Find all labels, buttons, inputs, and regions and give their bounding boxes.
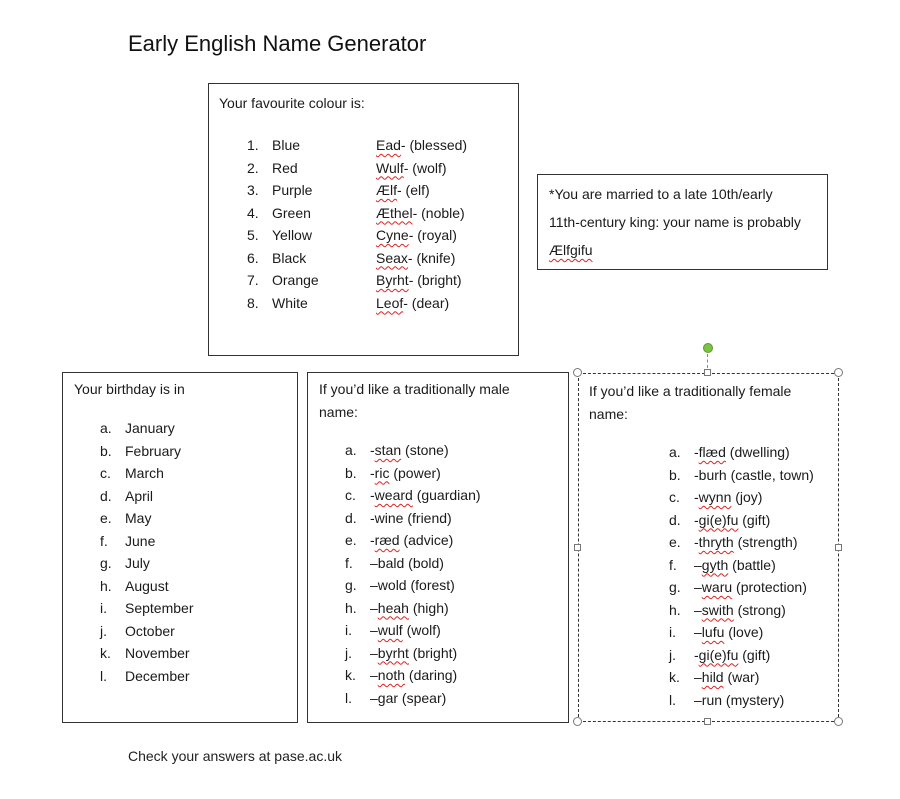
male-suffix-item: b. -ric (power) <box>345 464 441 481</box>
misspelled-word: ric <box>374 464 390 481</box>
male-name-textbox[interactable] <box>307 372 569 723</box>
note-line-2: 11th-century king: your name is probably <box>549 214 801 230</box>
misspelled-word: waru <box>701 579 733 595</box>
note-name: Ælfgifu <box>549 242 593 258</box>
male-suffix-item: d. -wine (friend) <box>345 509 452 526</box>
misspelled-word: gi(e)fu <box>698 646 739 663</box>
month-list-item: c. March <box>100 465 164 481</box>
misspelled-word: flæd <box>698 444 726 460</box>
birthday-textbox[interactable] <box>62 372 298 723</box>
female-box-heading-line-1: If you’d like a traditionally female <box>589 383 792 399</box>
male-suffix-item: h. –heah (high) <box>345 599 449 616</box>
footer-note: Check your answers at pase.ac.uk <box>128 748 342 764</box>
female-suffix-item: c. -wynn (joy) <box>669 489 763 505</box>
female-suffix-list <box>669 441 828 711</box>
married-note-textbox[interactable] <box>537 174 828 270</box>
colour-list-item: 7. Orange Byrht- (bright) <box>247 272 462 288</box>
month-list-item: k. November <box>100 645 190 661</box>
note-line-1: *You are married to a late 10th/early <box>549 186 773 202</box>
month-list-item: f. June <box>100 532 156 549</box>
colour-list-item: 2. Red Wulf- (wolf) <box>247 159 447 176</box>
page-title: Early English Name Generator <box>128 31 427 56</box>
male-suffix-item: c. -weard (guardian) <box>345 487 481 503</box>
female-name-textbox[interactable] <box>578 373 839 722</box>
misspelled-word: noth <box>377 667 406 683</box>
colour-list-item: 8. White Leof- (dear) <box>247 294 450 311</box>
misspelled-word: heah <box>377 599 409 616</box>
female-suffix-item: i. –lufu (love) <box>669 624 764 640</box>
misspelled-word: thryth <box>698 534 734 550</box>
misspelled-word: Wulf <box>376 159 404 176</box>
colour-box-heading: Your favourite colour is: <box>219 95 365 111</box>
female-suffix-item: l. –run (mystery) <box>669 691 785 708</box>
male-suffix-list <box>345 439 557 709</box>
misspelled-word: Ælf <box>376 182 397 198</box>
female-suffix-item: d. -gi(e)fu (gift) <box>669 511 771 528</box>
colour-list <box>247 134 508 314</box>
resize-handle-right[interactable] <box>835 544 842 551</box>
month-list-item: l. December <box>100 667 190 684</box>
colour-list-item: 3. Purple Ælf- (elf) <box>247 182 430 198</box>
rotation-handle-icon[interactable] <box>703 343 713 353</box>
resize-handle-top-right[interactable] <box>834 368 843 377</box>
month-list-item: h. August <box>100 577 169 594</box>
male-box-heading-line-1: If you’d like a traditionally male <box>319 381 510 397</box>
female-suffix-item: e. -thryth (strength) <box>669 534 798 550</box>
month-list-item: e. May <box>100 510 152 526</box>
misspelled-word: byrht <box>377 644 409 661</box>
resize-handle-bottom[interactable] <box>704 718 711 725</box>
month-list-item: g. July <box>100 555 150 571</box>
month-list-item: j. October <box>100 622 175 639</box>
female-suffix-item: g. –waru (protection) <box>669 579 807 595</box>
misspelled-word: Seax <box>376 249 408 266</box>
female-suffix-item: k. –hild (war) <box>669 669 760 685</box>
male-suffix-item: k. –noth (daring) <box>345 667 458 683</box>
misspelled-word: gyth <box>701 556 729 573</box>
male-suffix-item: e. -ræd (advice) <box>345 532 454 548</box>
male-suffix-item: a. -stan (stone) <box>345 442 449 458</box>
misspelled-word: wulf <box>377 622 403 638</box>
resize-handle-left[interactable] <box>574 544 581 551</box>
misspelled-word: Leof <box>376 294 404 311</box>
month-list-item: d. April <box>100 487 154 504</box>
misspelled-word: Byrht <box>376 272 409 288</box>
month-list-item: b. February <box>100 442 182 459</box>
male-box-heading-line-2: name: <box>319 404 358 420</box>
month-list-item: a. January <box>100 420 175 436</box>
misspelled-word: Ead <box>376 137 401 153</box>
female-box-heading-line-2: name: <box>589 406 628 422</box>
misspelled-word: wynn <box>698 489 732 505</box>
female-suffix-item: h. –swith (strong) <box>669 601 786 618</box>
misspelled-word: Cyne <box>376 227 409 243</box>
misspelled-word: Æthel <box>376 204 413 221</box>
colour-list-item: 4. Green Æthel- (noble) <box>247 204 465 221</box>
rotation-handle-stem <box>707 354 708 368</box>
male-suffix-item: l. –gar (spear) <box>345 689 447 706</box>
misspelled-word: hild <box>701 669 724 685</box>
female-suffix-item: b. -burh (castle, town) <box>669 466 814 483</box>
female-suffix-item: f. –gyth (battle) <box>669 556 776 573</box>
misspelled-word: ræd <box>374 532 400 548</box>
month-list <box>100 417 286 687</box>
colour-list-item: 6. Black Seax- (knife) <box>247 249 456 266</box>
month-list-item: i. September <box>100 600 194 616</box>
male-suffix-item: j. –byrht (bright) <box>345 644 458 661</box>
resize-handle-bottom-left[interactable] <box>573 717 582 726</box>
favourite-colour-textbox[interactable] <box>208 83 519 356</box>
misspelled-word: lufu <box>701 624 725 640</box>
resize-handle-top-left[interactable] <box>573 368 582 377</box>
male-suffix-item: f. –bald (bold) <box>345 554 444 571</box>
colour-list-item: 1. Blue Ead- (blessed) <box>247 137 468 153</box>
misspelled-word: weard <box>374 487 413 503</box>
female-suffix-item: a. -flæd (dwelling) <box>669 444 790 460</box>
colour-list-item: 5. Yellow Cyne- (royal) <box>247 227 457 243</box>
male-suffix-item: i. –wulf (wolf) <box>345 622 441 638</box>
male-suffix-item: g. –wold (forest) <box>345 577 455 593</box>
resize-handle-bottom-right[interactable] <box>834 717 843 726</box>
misspelled-word: gi(e)fu <box>698 511 739 528</box>
misspelled-word: stan <box>374 442 402 458</box>
female-suffix-item: j. -gi(e)fu (gift) <box>669 646 771 663</box>
misspelled-word: swith <box>701 601 734 618</box>
birthday-box-heading: Your birthday is in <box>74 381 185 397</box>
resize-handle-top[interactable] <box>704 369 711 376</box>
